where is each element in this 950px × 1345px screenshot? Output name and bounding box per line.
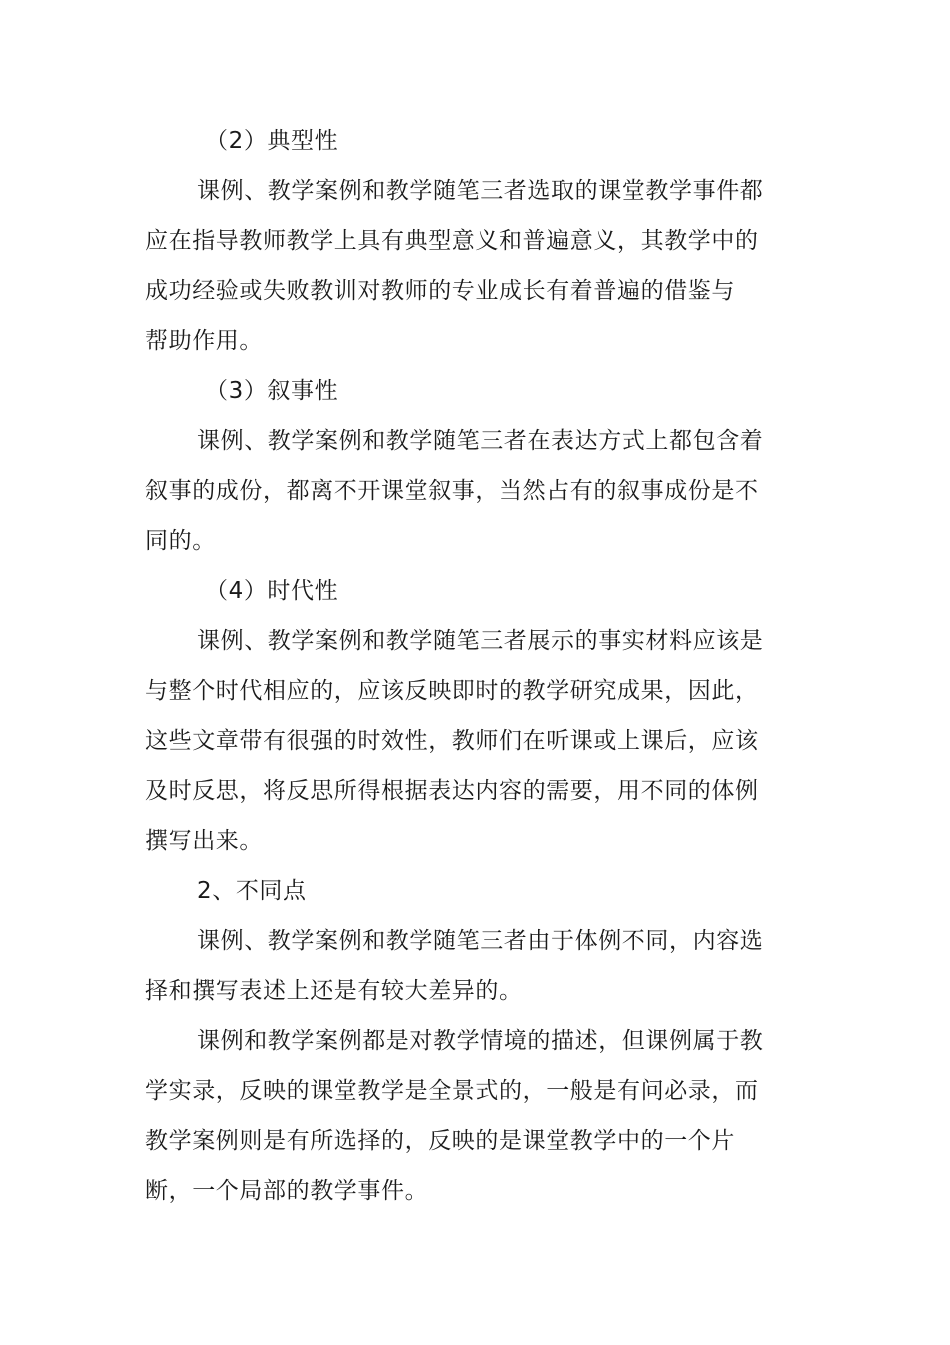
heading-era: （4）时代性 xyxy=(205,578,339,604)
paragraph-typicality-line: 帮助作用。 xyxy=(145,328,263,354)
paragraph-era-line: 与整个时代相应的，应该反映即时的教学研究成果，因此， xyxy=(145,678,759,704)
paragraph-narrative-line: 叙事的成份，都离不开课堂叙事，当然占有的叙事成份是不 xyxy=(145,478,759,504)
paragraph-era-line: 课例、教学案例和教学随笔三者展示的事实材料应该是 xyxy=(197,628,764,654)
paragraph-differences-intro-line: 择和撰写表述上还是有较大差异的。 xyxy=(145,978,523,1004)
paragraph-narrative-line: 同的。 xyxy=(145,528,216,554)
paragraph-narrative-line: 课例、教学案例和教学随笔三者在表达方式上都包含着 xyxy=(197,428,764,454)
heading-narrative: （3）叙事性 xyxy=(205,378,339,404)
paragraph-typicality-line: 成功经验或失败教训对教师的专业成长有着普遍的借鉴与 xyxy=(145,278,735,304)
paragraph-era-line: 这些文章带有很强的时效性，教师们在听课或上课后，应该 xyxy=(145,728,759,754)
heading-typicality: （2）典型性 xyxy=(205,128,339,154)
paragraph-differences-intro-line: 课例、教学案例和教学随笔三者由于体例不同，内容选 xyxy=(197,928,764,954)
paragraph-typicality-line: 课例、教学案例和教学随笔三者选取的课堂教学事件都 xyxy=(197,178,764,204)
paragraph-differences-detail-line: 断，一个局部的教学事件。 xyxy=(145,1178,429,1204)
paragraph-differences-detail-line: 学实录，反映的课堂教学是全景式的，一般是有问必录，而 xyxy=(145,1078,759,1104)
paragraph-typicality-line: 应在指导教师教学上具有典型意义和普遍意义，其教学中的 xyxy=(145,228,759,254)
heading-differences: 2、不同点 xyxy=(197,878,307,904)
paragraph-era-line: 及时反思，将反思所得根据表达内容的需要，用不同的体例 xyxy=(145,778,759,804)
paragraph-era-line: 撰写出来。 xyxy=(145,828,263,854)
paragraph-differences-detail-line: 课例和教学案例都是对教学情境的描述，但课例属于教 xyxy=(197,1028,764,1054)
paragraph-differences-detail-line: 教学案例则是有所选择的，反映的是课堂教学中的一个片 xyxy=(145,1128,735,1154)
